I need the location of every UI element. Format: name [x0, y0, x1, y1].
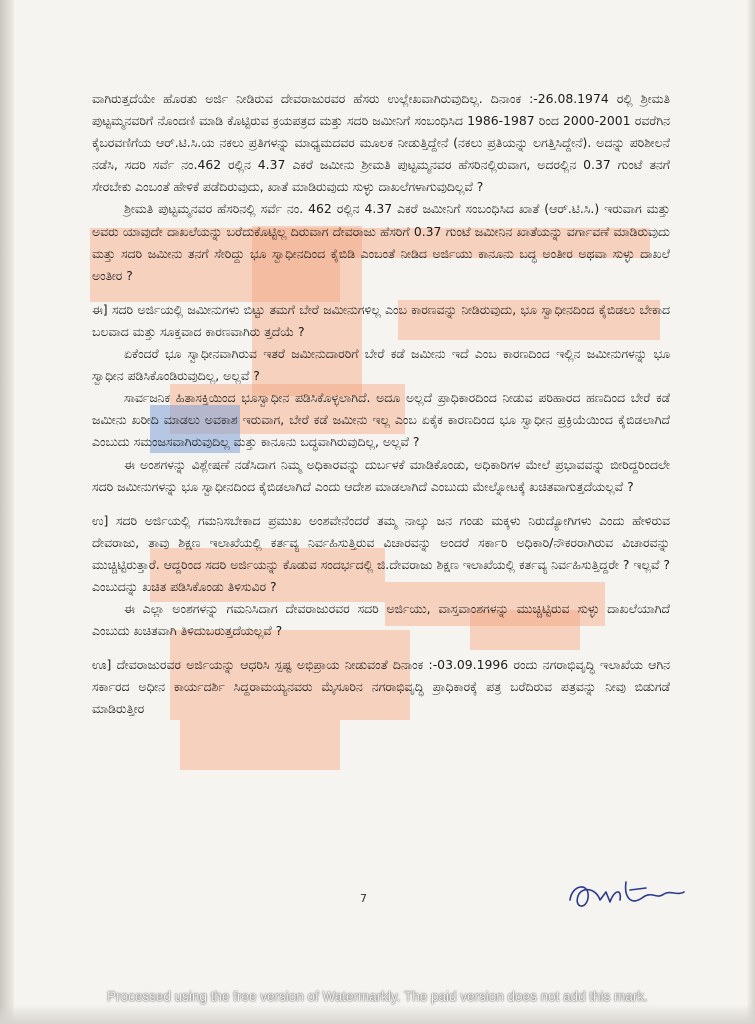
highlight-block: [180, 720, 340, 770]
paragraph: ಶ್ರೀಮತಿ ಪುಟ್ಟಮ್ಮನವರ ಹೆಸರಿನಲ್ಲಿ ಸರ್ವೆ ನಂ. 462 ರಲ್ಲಿನ 4.37 ಎಕರೆ ಜಮೀನಿಗೆ ಸಂಬಂಧಿಸಿದ ಖಾತೆ (ಆರ್.ಟಿ.ಸಿ.) ಇರುವಾಗ ಮತ್ತು ಅವರು ಯಾವುದೇ ದಾಖಲೆಯನ್ನು ಬರೆದುಕೊಟ್ಟಿಲ್ಲ ದಿರುವಾಗ ದೇವರಾಜು ಹೆಸರಿಗೆ 0.37 ಗುಂಟೆ ಜಮೀನಿನ ಖಾತೆಯನ್ನು ವರ್ಗಾವಣೆ ಮಾಡಿರುವುದು ಮತ್ತು ಸದರಿ ಜಮೀನು ತನಗೆ ಸೇರಿದ್ದು ಭೂ ಸ್ವಾಧೀನದಿಂದ ಕೈಬಿಡಿ ಎಂಬಂತೆ ನೀಡಿದ ಅರ್ಜಿಯು ಕಾನೂನು ಬದ್ಧ ಅಂತೀರ ಅಥವಾ ಸುಳ್ಳು ದಾಖಲೆ ಅಂತೀರ ?: [92, 201, 670, 283]
paragraph: ಸಾರ್ವಜನಿಕ ಹಿತಾಸಕ್ತಿಯಿಂದ ಭೂಸ್ವಾಧೀನ ಪಡಿಸಿಕೊಳ್ಳಲಾಗಿದೆ. ಅದೂ ಅಲ್ಲದೆ ಪ್ರಾಧಿಕಾರದಿಂದ ನೀಡುವ ಪರಿಹಾರದ ಹಣದಿಂದ ಬೇರೆ ಕಡೆ ಜಮೀನು ಖರೀದಿ ಮಾಡಲು ಅವಕಾಶ ಇರುವಾಗ, ಬೇರೆ ಕಡೆ ಜಮೀನು ಇಲ್ಲ ಎಂಬ ಏಕೈಕ ಕಾರಣದಿಂದ ಭೂ ಸ್ವಾಧೀನ ಪ್ರಕ್ರಿಯೆಯಿಂದ ಕೈಬಿಡಲಾಗಿದೆ ಎಂಬುದು ಸಮಂಜಸವಾಗಿರುವುದಿಲ್ಲ ಮತ್ತು ಕಾನೂನು ಬದ್ಧವಾಗಿರುವುದಿಲ್ಲ, ಅಲ್ಲವೆ ?: [92, 390, 670, 450]
paragraph: ಈ ಅಂಶಗಳನ್ನು ವಿಶ್ಲೇಷಣೆ ನಡೆಸಿದಾಗ ನಿಮ್ಮ ಅಧಿಕಾರವನ್ನು ದುರ್ಬಳಕೆ ಮಾಡಿಕೊಂಡು, ಅಧಿಕಾರಿಗಳ ಮೇಲೆ ಪ್ರಭಾವವನ್ನು ಬೀರಿದ್ದರಿಂದಲೇ ಸದರಿ ಜಮೀನುಗಳನ್ನು ಭೂ ಸ್ವಾಧೀನದಿಂದ ಕೈಬಿಡಲಾಗಿದೆ ಎಂದು ಆದೇಶ ಮಾಡಲಾಗಿದೆ ಎಂಬುದು ಮೇಲ್ನೋಟಕ್ಕೆ ಖಚಿತವಾಗುತ್ತದೆಯಲ್ಲವೆ ?: [92, 456, 670, 494]
signature-icon: [560, 870, 700, 920]
paragraph: ಈ ಎಲ್ಲಾ ಅಂಶಗಳನ್ನು ಗಮನಿಸಿದಾಗ ದೇವರಾಜುರವರ ಸದರಿ ಅರ್ಜಿಯು, ವಾಸ್ತವಾಂಶಗಳನ್ನು ಮುಚ್ಚಿಟ್ಟಿರುವ ಸುಳ್ಳು ದಾಖಲೆಯಾಗಿದೆ ಎಂಬುದು ಖಚಿತವಾಗಿ ತಿಳಿದುಬರುತ್ತದೆಯಲ್ಲವೆ ?: [92, 601, 670, 639]
paragraph: ಏಕೆಂದರೆ ಭೂ ಸ್ವಾಧೀನವಾಗಿರುವ ಇತರೆ ಜಮೀನುದಾರರಿಗೆ ಬೇರೆ ಕಡೆ ಜಮೀನು ಇದೆ ಎಂಬ ಕಾರಣದಿಂದ ಇಲ್ಲಿನ ಜಮೀನುಗಳನ್ನು ಭೂ ಸ್ವಾಧೀನ ಪಡಿಸಿಕೊಂಡಿರುವುದಿಲ್ಲ, ಅಲ್ಲವೆ ?: [92, 346, 670, 384]
paragraph: ಈ] ಸದರಿ ಅರ್ಜಿಯಲ್ಲಿ ಜಮೀನುಗಳು ಬಿಟ್ಟು ತಮಗೆ ಬೇರೆ ಜಮೀನುಗಳಿಲ್ಲ ಎಂಬ ಕಾರಣವನ್ನು ನೀಡಿರುವುದು, ಭೂ ಸ್ವಾಧೀನದಿಂದ ಕೈಬಿಡಲು ಬೇಕಾದ ಬಲವಾದ ಮತ್ತು ಸೂಕ್ತವಾದ ಕಾರಣವಾಗಿರು ತ್ತದೆಯೆ ?: [92, 301, 670, 339]
page-number: 7: [360, 892, 367, 905]
paragraph: ವಾಗಿರುತ್ತದೆಯೇ ಹೊರತು ಅರ್ಜಿ ನೀಡಿರುವ ದೇವರಾಜುರವರ ಹೆಸರು ಉಲ್ಲೇಖವಾಗಿರುವುದಿಲ್ಲ. ದಿನಾಂಕ :-26.08.1974 ರಲ್ಲಿ ಶ್ರೀಮತಿ ಪುಟ್ಟಮ್ಮನವರಿಗೆ ನೊಂದಣಿ ಮಾಡಿ ಕೊಟ್ಟಿರುವ ಕ್ರಯಪತ್ರದ ಮತ್ತು ಸದರಿ ಜಮೀನಿಗೆ ಸಂಬಂಧಿಸಿದ 1986-1987 ರಿಂದ 2000-2001 ರವರೆಗಿನ ಕೈಬರವಣಿಗೆಯ ಆರ್.ಟಿ.ಸಿ.ಯ ನಕಲು ಪ್ರತಿಗಳನ್ನು ಮಾಧ್ಯಮದವರ ಮೂಲಕ ನೀಡುತ್ತಿದ್ದೇನೆ (ನಕಲು ಪ್ರತಿಯನ್ನು ಲಗತ್ತಿಸಿದ್ದೇನೆ). ಅದನ್ನು ಪರಿಶೀಲನೆ ನಡೆಸಿ, ಸದರಿ ಸರ್ವೆ ನಂ.462 ರಲ್ಲಿನ 4.37 ಎಕರೆ ಜಮೀನು ಶ್ರೀಮತಿ ಪುಟ್ಟಮ್ಮನವರ ಹೆಸರಿನಲ್ಲಿರುವಾಗ, ಅದರಲ್ಲಿನ 0.37 ಗುಂಟೆ ತನಗೆ ಸೇರಬೇಕು ಎಂಬಂತೆ ಹೇಳಿಕೆ ಪಡೆದಿರುವುದು, ಖಾತೆ ಮಾಡಿರುವುದು ಸುಳ್ಳು ದಾಖಲೆಗಳಾಗುವುದಿಲ್ಲವೆ ?: [92, 91, 670, 195]
page-right-shadow: [747, 0, 755, 1024]
page-left-shadow: [0, 0, 14, 1024]
watermark-text: Processed using the free version of Watermarkly. The paid version does not add this mark.: [107, 989, 648, 1004]
page-bottom-shadow: [0, 1004, 755, 1024]
document-body: [92, 88, 670, 721]
paragraph: ಊ] ದೇವರಾಜುರವರ ಅರ್ಜಿಯನ್ನು ಆಧರಿಸಿ ಸ್ಪಷ್ಟ ಅಭಿಪ್ರಾಯ ನೀಡುವಂತೆ ದಿನಾಂಕ :-03.09.1996 ರಂದು ನಗರಾಭಿವೃದ್ಧಿ ಇಲಾಖೆಯ ಆಗಿನ ಸರ್ಕಾರದ ಅಧೀನ ಕಾರ್ಯದರ್ಶಿ ಸಿದ್ದರಾಮಯ್ಯನವರು ಮೈಸೂರಿನ ನಗರಾಭಿವೃದ್ಧಿ ಪ್ರಾಧಿಕಾರಕ್ಕೆ ಪತ್ರ ಬರೆದಿರುವ ಪತ್ರವನ್ನು ನೀವು ಬಿಡುಗಡೆ ಮಾಡಿರುತ್ತೀರ: [92, 657, 670, 717]
paragraph: ಉ] ಸದರಿ ಅರ್ಜಿಯಲ್ಲಿ ಗಮನಿಸಬೇಕಾದ ಪ್ರಮುಖ ಅಂಶವೇನೆಂದರೆ ತಮ್ಮ ನಾಲ್ಕು ಜನ ಗಂಡು ಮಕ್ಕಳು ನಿರುದ್ಯೋಗಿಗಳು ಎಂದು ಹೇಳಿರುವ ದೇವರಾಜು, ತಾವು ಶಿಕ್ಷಣ ಇಲಾಖೆಯಲ್ಲಿ ಕರ್ತವ್ಯ ನಿರ್ವಹಿಸುತ್ತಿರುವ ವಿಚಾರವನ್ನು ಅಂದರೆ ಸರ್ಕಾರಿ ಅಧಿಕಾರಿ/ನೌಕರರಾಗಿರುವ ವಿಚಾರವನ್ನು ಮುಚ್ಚಿಟ್ಟಿರುತ್ತಾರೆ. ಆದ್ದರಿಂದ ಸದರಿ ಅರ್ಜಿಯನ್ನು ಕೊಡುವ ಸಂದರ್ಭದಲ್ಲಿ ಜಿ.ದೇವರಾಜು ಶಿಕ್ಷಣ ಇಲಾಖೆಯಲ್ಲಿ ಕರ್ತವ್ಯ ನಿರ್ವಹಿಸುತ್ತಿದ್ದರೇ ? ಇಲ್ಲವೆ ? ಎಂಬುದನ್ನು ಖಚಿತ ಪಡಿಸಿಕೊಂಡು ತಿಳಿಸುವಿರ ?: [92, 512, 670, 594]
